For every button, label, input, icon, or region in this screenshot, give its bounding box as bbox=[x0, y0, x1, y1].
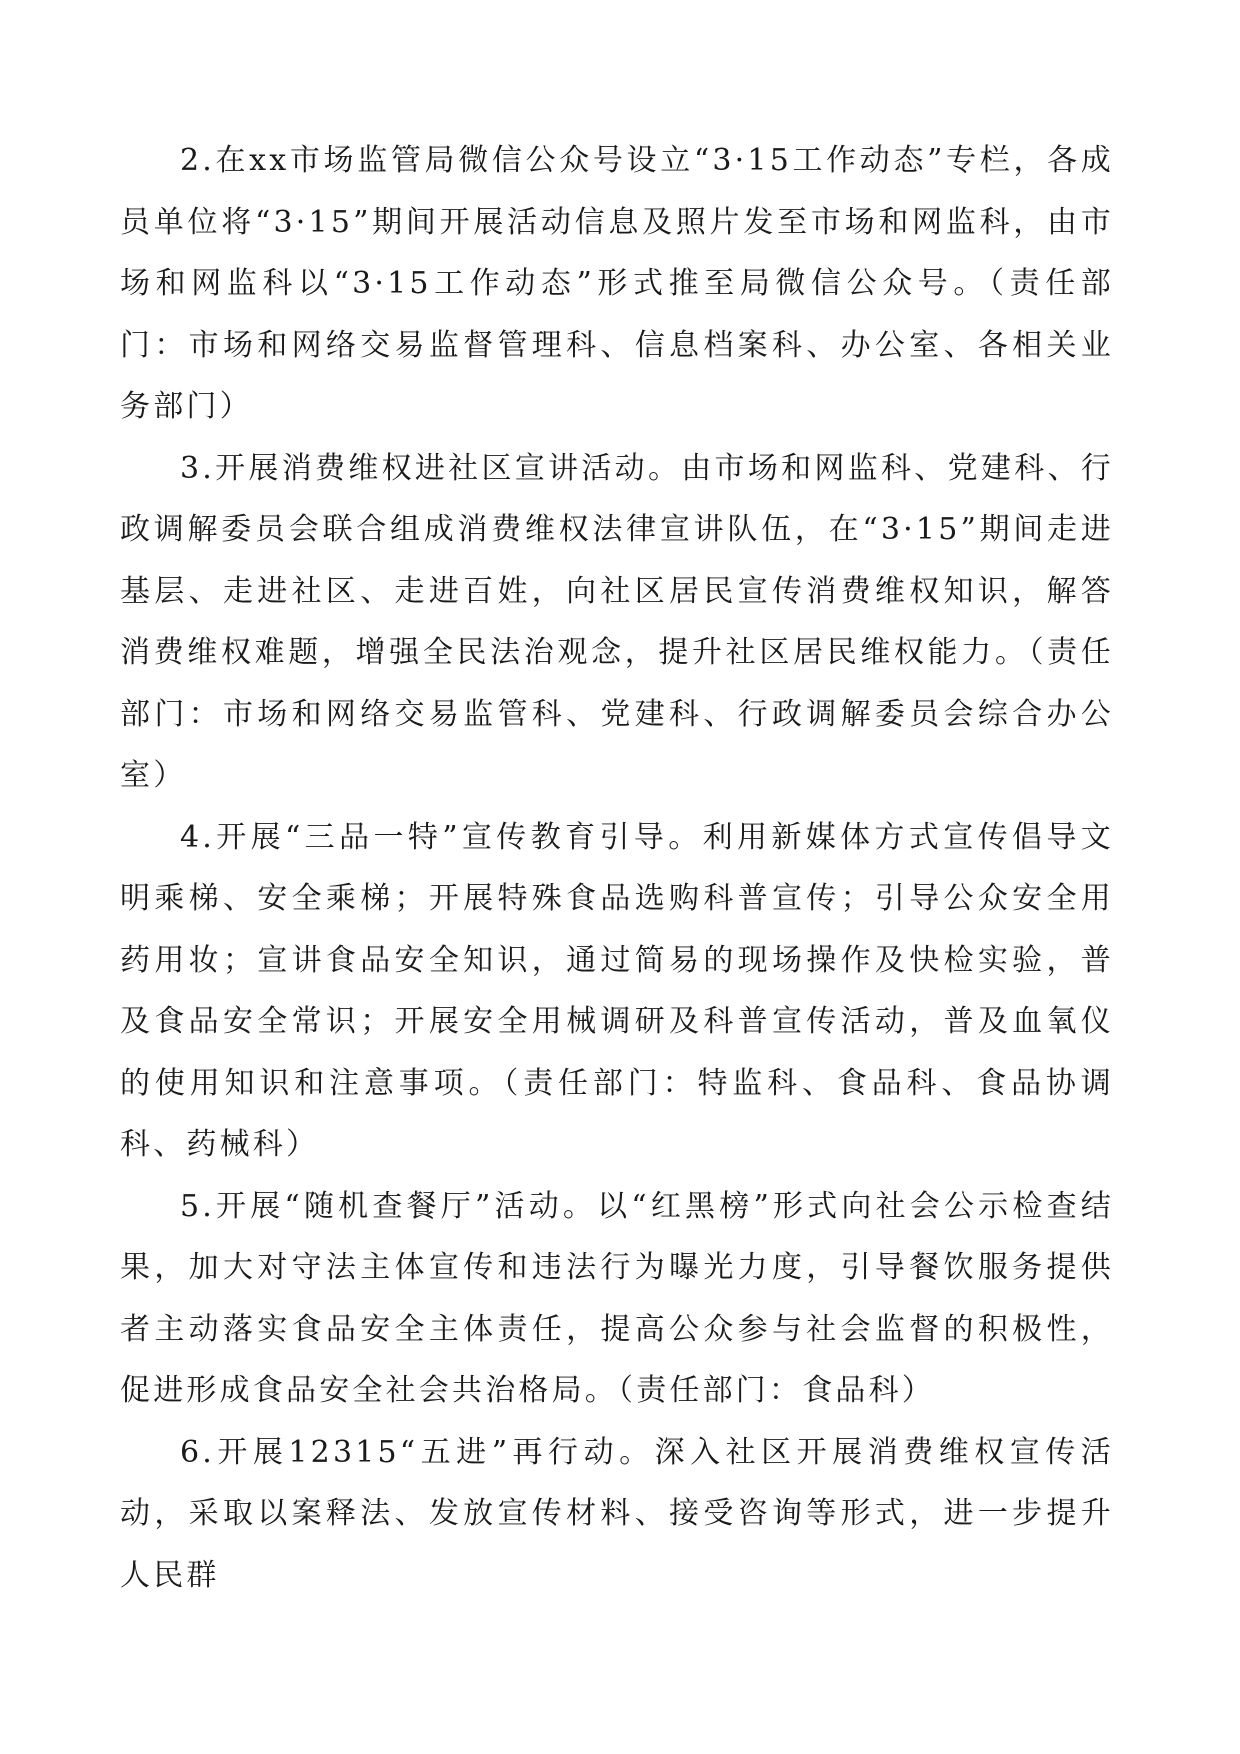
paragraph-item-6: 6.开展12315“五进”再行动。深入社区开展消费维权宣传活动，采取以案释法、发放宣传材料、接受咨询等形式，进一步提升人民群 bbox=[120, 1434, 1114, 1593]
paragraph-item-3: 3.开展消费维权进社区宣讲活动。由市场和网监科、党建科、行政调解委员会联合组成消费维权法律宣讲队伍，在“3·15”期间走进基层、走进社区、走进百姓，向社区居民宣传消费维权知识，解答消费维权难题，增强全民法治观念，提升社区居民维权能力。（责任部门：市场和网络交易监管科、党建科、行政调解委员会综合办公室） bbox=[120, 450, 1114, 793]
paragraph-item-5: 5.开展“随机查餐厅”活动。以“红黑榜”形式向社会公示检查结果，加大对守法主体宣传和违法行为曝光力度，引导餐饮服务提供者主动落实食品安全主体责任，提高公众参与社会监督的积极性，促进形成食品安全社会共治格局。（责任部门：食品科） bbox=[120, 1188, 1114, 1408]
paragraph-item-4: 4.开展“三品一特”宣传教育引导。利用新媒体方式宣传倡导文明乘梯、安全乘梯；开展特殊食品选购科普宣传；引导公众安全用药用妆；宣讲食品安全知识，通过简易的现场操作及快检实验，普及食品安全常识；开展安全用械调研及科普宣传活动，普及血氧仪的使用知识和注意事项。（责任部门：特监科、食品科、食品协调科、药械科） bbox=[120, 819, 1114, 1162]
document-body bbox=[120, 130, 1114, 1606]
paragraph-item-2: 2.在xx市场监管局微信公众号设立“3·15工作动态”专栏，各成员单位将“3·15”期间开展活动信息及照片发至市场和网监科，由市场和网监科以“3·15工作动态”形式推至局微信公众号。（责任部门：市场和网络交易监督管理科、信息档案科、办公室、各相关业务部门） bbox=[120, 143, 1114, 424]
